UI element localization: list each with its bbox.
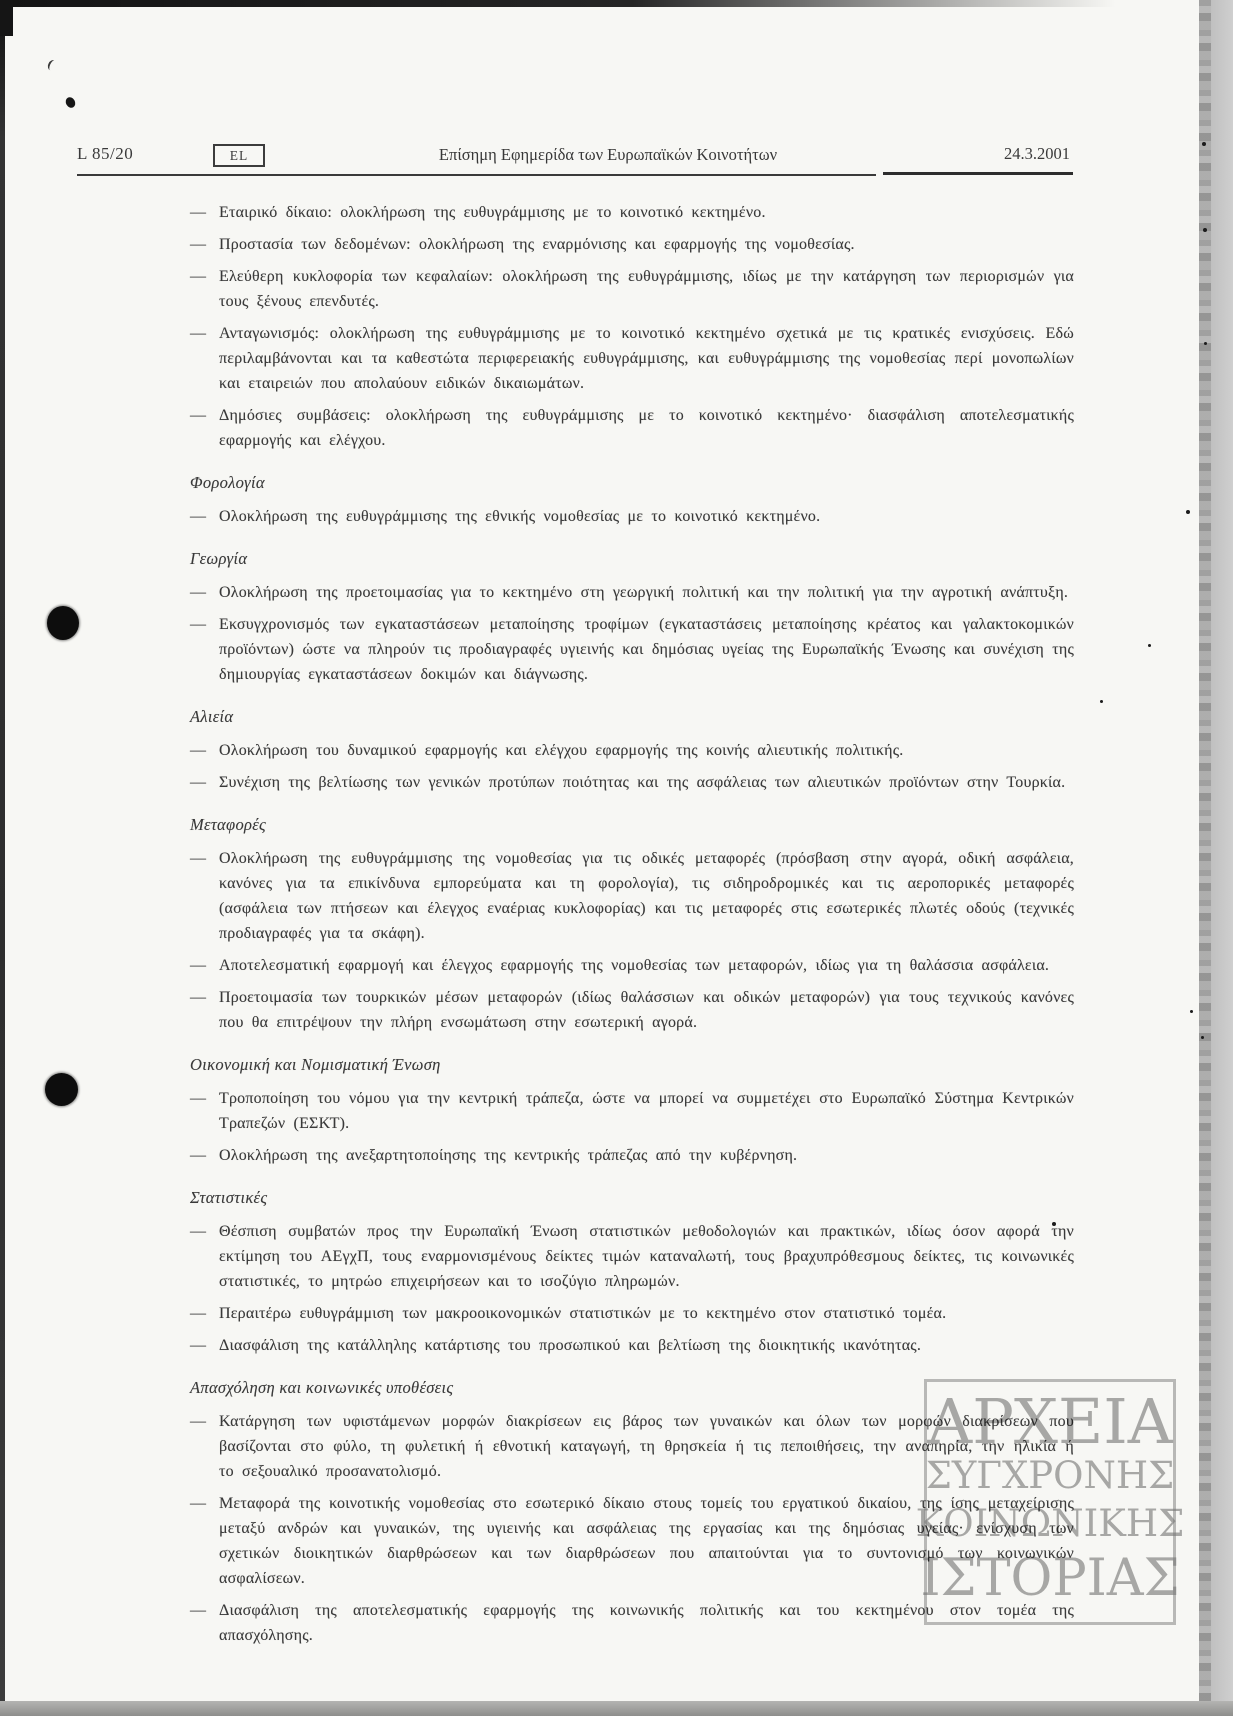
- scan-speck: [1204, 342, 1207, 345]
- section-heading: Αλιεία: [190, 707, 234, 726]
- dash-bullet: —: [190, 1090, 207, 1107]
- list-item-text: Δημόσιες συμβάσεις: ολοκλήρωση της ευθυγράμμισης με το κοινοτικό κεκτημένο· διασφάλιση αποτελεσματικής εφαρμογής και ελέγχου.: [219, 407, 1074, 449]
- dash-bullet: —: [190, 1413, 207, 1430]
- list-item-text: Εταιρικό δίκαιο: ολοκλήρωση της ευθυγράμμισης με το κοινοτικό κεκτημένο.: [219, 204, 766, 221]
- list-item: [190, 403, 1074, 453]
- list-item-text: Ολοκλήρωση της προετοιμασίας για το κεκτημένο στη γεωργική πολιτική και την πολιτική για την αγροτική ανάπτυξη.: [219, 584, 1069, 601]
- list-item: [190, 846, 1074, 946]
- list-item: [190, 504, 1074, 529]
- dash-bullet: —: [190, 1337, 207, 1354]
- stamp-line: ΑΡΧΕΙΑ: [927, 1385, 1173, 1458]
- dash-bullet: —: [190, 850, 207, 867]
- section-heading: Γεωργία: [190, 549, 248, 568]
- list-item: [190, 321, 1074, 396]
- list-item: [190, 738, 1074, 763]
- scan-edge-right-band: [1199, 0, 1211, 1716]
- list-item-text: Θέσπιση συμβατών προς την Ευρωπαϊκή Ένωση στατιστικών μεθοδολογιών και πρακτικών, ιδίως όσον αφορά την εκτίμηση του ΑΕγχΠ, τους εναρμονισμένους δείκτες τιμών καταναλωτή, τους βραχυπρόθεσμους δείκτες, τις κοινωνικές στατιστικές, το μητρώο επιχειρήσεων και το ισοζύγιο πληρωμών.: [219, 1223, 1074, 1290]
- dash-bullet: —: [190, 1495, 207, 1512]
- list-item-text: Τροποποίηση του νόμου για την κεντρική τράπεζα, ώστε να μπορεί να συμμετέχει στο Ευρωπαϊκό Σύστημα Κεντρικών Τραπεζών (ΕΣΚΤ).: [219, 1090, 1074, 1132]
- section-fisheries: [190, 704, 1074, 795]
- scan-edge-bottom: [0, 1701, 1233, 1716]
- list-item-text: Ολοκλήρωση της ευθυγράμμισης της εθνικής νομοθεσίας με το κοινοτικό κεκτημένο.: [219, 508, 821, 525]
- hole-punch-mark: [47, 606, 79, 640]
- dash-bullet: —: [190, 616, 207, 633]
- list-item: [190, 612, 1074, 687]
- section-agriculture: [190, 546, 1074, 687]
- list-item: [190, 580, 1074, 605]
- dash-bullet: —: [190, 1602, 207, 1619]
- section-economic-monetary-union: [190, 1052, 1074, 1168]
- header-rule: [77, 174, 876, 176]
- section-transport: [190, 812, 1074, 1035]
- dash-bullet: —: [190, 1305, 207, 1322]
- list-item-text: Προστασία των δεδομένων: ολοκλήρωση της εναρμόνισης και εφαρμογής της νομοθεσίας.: [219, 236, 855, 253]
- list-item: [190, 1086, 1074, 1136]
- dash-bullet: —: [190, 584, 207, 601]
- list-item-text: Ολοκλήρωση της ευθυγράμμισης της νομοθεσίας για τις οδικές μεταφορές (πρόσβαση στην αγορά, οδική ασφάλεια, κανόνες για τα επικίνδυνα εμπορεύματα και τη φορολογία), τις σιδηροδρομικές και τις αεροπορικές μεταφορές (ασφάλεια των πτήσεων και έλεγχος εναέριας κυκλοφορίας) και τις μεταφορές στις εσωτερικές πλωτές οδούς (τεχνικές προδιαγραφές για τα σκάφη).: [219, 850, 1074, 942]
- dash-bullet: —: [190, 774, 207, 791]
- dash-bullet: —: [190, 742, 207, 759]
- scan-speck: [1148, 644, 1151, 647]
- intro-list: [190, 200, 1074, 453]
- list-item-text: Διασφάλιση της κατάλληλης κατάρτισης του προσωπικού και βελτίωση της διοικητικής ικανότητας.: [219, 1337, 922, 1354]
- list-item-text: Προετοιμασία των τουρκικών μέσων μεταφορών (ιδίως θαλάσσιων και οδικών μεταφορών) για τους τεχνικούς κανόνες που θα επιτρέψουν την πλήρη ενσωμάτωση στην εσωτερική αγορά.: [219, 989, 1074, 1031]
- dash-bullet: —: [190, 1147, 207, 1164]
- dash-bullet: —: [190, 407, 207, 424]
- archive-stamp-watermark: [915, 1379, 1185, 1625]
- issue-number: L 85/20: [77, 144, 134, 163]
- list-item-text: Αποτελεσματική εφαρμογή και έλεγχος εφαρμογής της νομοθεσίας των μεταφορών, ιδίως για τη θαλάσσια ασφάλεια.: [219, 957, 1050, 974]
- scan-edge-corner: [0, 0, 13, 36]
- list-item: [190, 232, 1074, 257]
- scan-speck: [1202, 142, 1206, 146]
- section-heading: Μεταφορές: [190, 815, 267, 834]
- list-item-text: Συνέχιση της βελτίωσης των γενικών προτύπων ποιότητας και της ασφάλειας των αλιευτικών προϊόντων στην Τουρκία.: [219, 774, 1066, 791]
- scan-speck: [1186, 510, 1190, 514]
- scan-edge-top: [0, 0, 1150, 7]
- section-heading: Φορολογία: [190, 473, 265, 492]
- scan-speck: [1203, 228, 1207, 232]
- scan-edge-right-outer: [1211, 0, 1233, 1716]
- list-item: [190, 953, 1074, 978]
- list-item: [190, 1219, 1074, 1294]
- list-item: [190, 770, 1074, 795]
- dash-bullet: —: [190, 325, 207, 342]
- list-item-text: Μεταφορά της κοινοτικής νομοθεσίας στο εσωτερικό δίκαιο στους τομείς του εργατικού δικαίου, της ίσης μεταχείρισης μεταξύ ανδρών και γυναικών, της υγιεινής και ασφάλειας της εργασίας και της δημόσιας υγείας· ενίσχυση των σχετικών διοικητικών διαρθρώσεων και των διαρθρώσεων που απαιτούνται για το συντονισμό των κοινωνικών ασφαλίσεων.: [219, 1495, 1074, 1587]
- dash-bullet: —: [190, 268, 207, 285]
- header-rule-date-segment: [883, 172, 1073, 175]
- journal-title: Επίσημη Εφημερίδα των Ευρωπαϊκών Κοινοτήτων: [438, 145, 778, 164]
- scan-speck: [64, 95, 77, 109]
- section-taxation: [190, 470, 1074, 529]
- hole-punch-mark: [45, 1073, 78, 1106]
- issue-date: 24.3.2001: [1004, 144, 1070, 163]
- scan-speck: [1190, 1010, 1193, 1013]
- section-heading: Απασχόληση και κοινωνικές υποθέσεις: [190, 1378, 454, 1397]
- list-item-text: Ολοκλήρωση του δυναμικού εφαρμογής και ελέγχου εφαρμογής της κοινής αλιευτικής πολιτικής.: [219, 742, 904, 759]
- section-statistics: [190, 1185, 1074, 1358]
- list-item-text: Ολοκλήρωση της ανεξαρτητοποίησης της κεντρικής τράπεζας από την κυβέρνηση.: [219, 1147, 798, 1164]
- list-item: [190, 1333, 1074, 1358]
- dash-bullet: —: [190, 204, 207, 221]
- scan-speck: [1201, 1036, 1204, 1039]
- list-item: [190, 264, 1074, 314]
- list-item: [190, 985, 1074, 1035]
- list-item: [190, 200, 1074, 225]
- dash-bullet: —: [190, 236, 207, 253]
- list-item-text: Ανταγωνισμός: ολοκλήρωση της ευθυγράμμισης με το κοινοτικό κεκτημένο σχετικά με τις κρατικές ενισχύσεις. Εδώ περιλαμβάνονται και τα καθεστώτα περιφερειακής ευθυγράμμισης, και ευθυγράμμισης της νομοθεσίας περί μονοπωλίων και εταιρειών που απολαύουν ειδικών δικαιωμάτων.: [219, 325, 1074, 392]
- list-item-text: Περαιτέρω ευθυγράμμιση των μακροοικονομικών στατιστικών με το κεκτημένο στον στατιστικό τομέα.: [219, 1305, 947, 1322]
- stamp-line: ΚΟΙΝΩΝΙΚΗΣ: [915, 1502, 1185, 1545]
- stamp-line: ΣΥΓΧΡΟΝΗΣ: [925, 1454, 1175, 1497]
- list-item-text: Ελεύθερη κυκλοφορία των κεφαλαίων: ολοκλήρωση της ευθυγράμμισης, ιδίως με την κατάργηση των περιορισμών για τους ξένους επενδυτές.: [219, 268, 1074, 310]
- dash-bullet: —: [190, 508, 207, 525]
- scan-speck: [1100, 700, 1103, 703]
- scan-edge-left: [0, 0, 5, 1716]
- section-heading: Οικονομική και Νομισματική Ένωση: [190, 1055, 441, 1074]
- list-item-text: Διασφάλιση της αποτελεσματικής εφαρμογής της κοινωνικής πολιτικής και του κεκτημένου στον τομέα της απασχόλησης.: [219, 1602, 1074, 1644]
- list-item-text: Εκσυγχρονισμός των εγκαταστάσεων μεταποίησης τροφίμων (εγκαταστάσεις μεταποίησης κρέατος και γαλακτοκομικών προϊόντων) ώστε να πληρούν τις προδιαγραφές υγιεινής και δημόσιας υγείας της Ευρωπαϊκής Ένωσης και συνέχιση της δημιουργίας εγκαταστάσεων δοκιμών και διάγνωσης.: [219, 616, 1074, 683]
- list-item: [190, 1143, 1074, 1168]
- language-code-badge: EL: [213, 144, 265, 167]
- list-item: [190, 1301, 1074, 1326]
- dash-bullet: —: [190, 1223, 207, 1240]
- list-item-text: Κατάργηση των υφιστάμενων μορφών διακρίσεων εις βάρος των γυναικών και όλων των μορφών διακρίσεων που βασίζονται στο φύλο, τη φυλετική ή εθνοτική καταγωγή, τη θρησκεία ή τις πεποιθήσεις, την αναπηρία, την ηλικία ή το σεξουαλικό προσανατολισμό.: [219, 1413, 1074, 1480]
- section-heading: Στατιστικές: [190, 1188, 268, 1207]
- stamp-line: ΙΣΤΟΡΙΑΣ: [920, 1549, 1180, 1608]
- dash-bullet: —: [190, 957, 207, 974]
- dash-bullet: —: [190, 989, 207, 1006]
- scan-speck: [46, 59, 59, 73]
